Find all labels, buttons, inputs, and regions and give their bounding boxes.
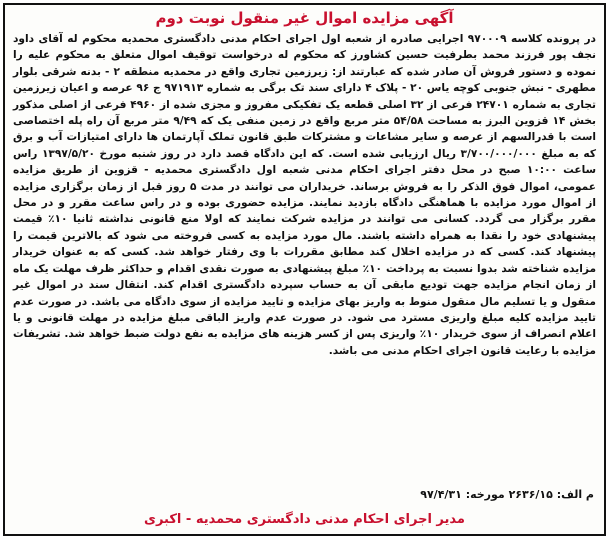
notice-title: آگهی مزایده اموال غیر منقول نوبت دوم: [155, 9, 454, 27]
notice-frame: [3, 3, 606, 536]
notice-signature: مدیر اجرای احکام مدنی دادگستری محمدیه - اکبری: [144, 512, 465, 527]
notice-body: در پرونده کلاسه ۹۷۰۰۰۹ اجرایی صادره از شعبه اول اجرای احکام مدنی دادگستری محمدیه محکوم له آقای داود نجف پور فرزند محمد بطرفیت حسین کشاورز که محکوم له درخواست توقیف اموال متعلق به محکوم علیه را نموده و دستور فروش آن صادر شده که عبارتند از: زیرزمین تجاری واقع در محمدیه منطقه ۲ - بدنه شرقی بلوار مطهری - نبش جنوبی کوچه یاس ۲۰ - پلاک ۴ دارای سند تک برگی به شماره ۹۷۱۹۱۳ ج ۹۶ عرصه و اعیان زیرزمین تجاری به شماره ۲۴۷۰۱ فرعی از ۳۲ اصلی قطعه یک تفکیکی مفروز و مجزی شده از ۴۹۶۰ فرعی از اصلی مذکور بخش ۱۴ قزوین البرز به مساحت ۵۴/۵۸ متر مربع واقع در زمین منفی یک که ۹/۴۹ متر مربع آن راه پله اختصاصی است با قدرالسهم از عرصه و سایر مشاعات و مشترکات طبق قانون تملک آپارتمان ها دارای امتیازات آب و برق که به مبلغ ۳/۷۰۰/۰۰۰/۰۰۰ ریال ارزیابی شده است. که این دادگاه قصد دارد در روز شنبه مورخ ۱۳۹۷/۵/۲۰ راس ساعت ۱۰:۰۰ صبح در محل دفتر اجرای احکام مدنی شعبه اول دادگستری محمدیه - قزوین از طریق مزایده عمومی، اموال فوق الذکر را به فروش برساند. خریداران می توانند در مدت ۵ روز قبل از زمان برگزاری مزایده از اموال مورد مزایده با هماهنگی دادگاه بازدید نمایند. مزایده حضوری بوده و در راس ساعت مقرر و در محل مقرر برگزار می گردد. کسانی می توانند در مزایده شرکت نمایند که اولا منع قانونی نداشته ثانیا ۱۰٪ قیمت پیشنهادی خود را نقدا به همراه داشته باشند. مال مورد مزایده به کسی فروخته می شود که بالاترین قیمت را پیشنهاد کند. کسی که در مزایده اخلال کند مطابق مقررات با وی رفتار خواهد شد. کسی که به عنوان خریدار مزایده شناخته شد بدوا نسبت به پرداخت ۱۰٪ مبلغ پیشنهادی به صورت نقدی اقدام و حداکثر ظرف مهلت یک ماه از زمان انجام مزایده جهت تودیع مابقی آن به حساب سپرده دادگستری اقدام کند. انتقال سند در اموال غیر منقول و یا تسلیم مال منقول منوط به واریز بهای مزایده و تایید مزایده از سوی دادگاه می باشد. در صورت عدم تایید مزایده کلیه مبلغ واریزی مسترد می شود. در صورت عدم واریز الباقی مبلغ مزایده در مهلت قانونی و یا اعلام انصراف از سوی خریدار ۱۰٪ واریزی پس از کسر هزینه های مزایده به نفع دولت ضبط خواهد شد. تشریفات مزایده با رعایت قانون اجرای احکام مدنی می باشد.: [13, 33, 597, 357]
notice-reference: [420, 488, 594, 502]
reference-text: م الف: ۲۶۳۶/۱۵ مورخه: ۹۷/۴/۳۱: [420, 488, 594, 501]
